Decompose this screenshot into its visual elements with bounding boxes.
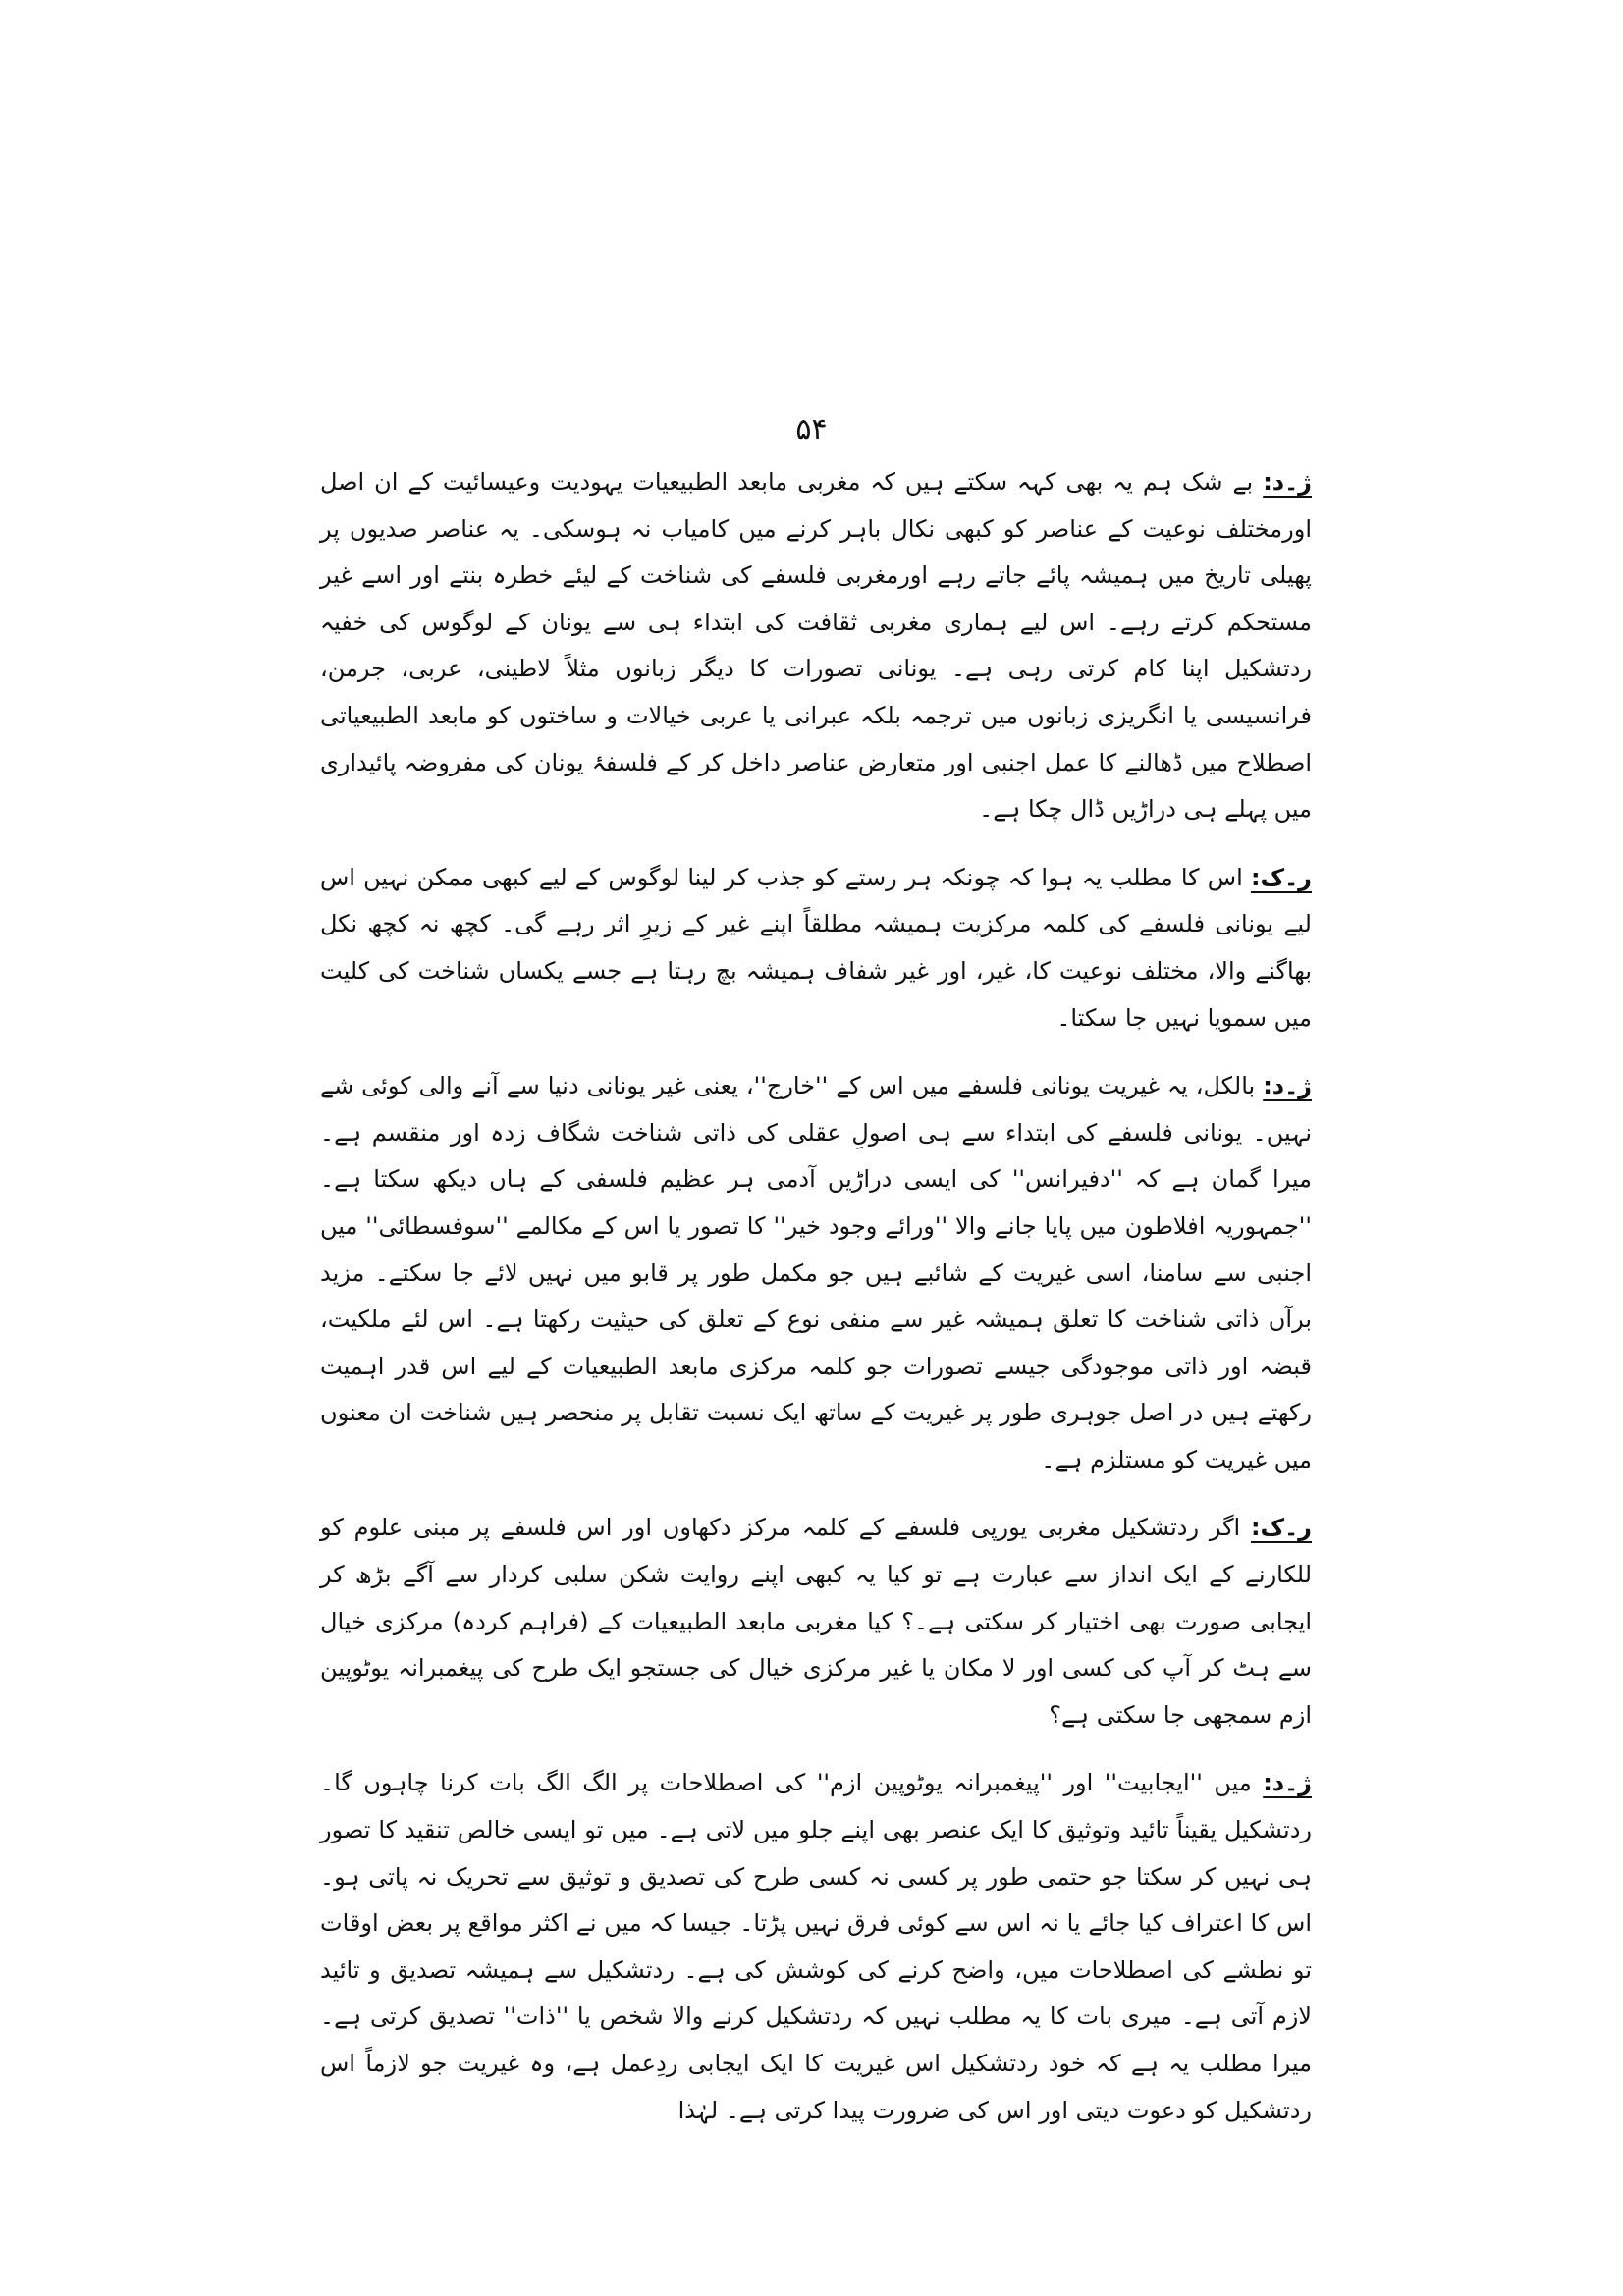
paragraph [320, 1063, 1312, 1483]
paragraph [320, 855, 1312, 1041]
speaker-label: ژ۔د: [1263, 1769, 1312, 1797]
paragraph-text: اگر ردتشکیل مغربی یورپی فلسفے کے کلمہ مرکز دکھاوں اور اس فلسفے پر مبنی علوم کو للکارنے کے ایک انداز سے عبارت ہے تو کیا یہ کبھی اپنے روایت شکن سلبی کردار سے آگے بڑھ کر ایجابی صورت بھی اختیار کر سکتی ہے۔؟ کیا مغربی مابعد الطبیعیات کے (فراہم کردہ) مرکزی خیال سے ہٹ کر آپ کی کسی اور لا مکان یا غیر مرکزی خیال کی جستجو ایک طرح کی پیغمبرانہ یوٹوپین ازم سمجھی جا سکتی ہے؟ [320, 1514, 1312, 1729]
speaker-label: ژ۔د: [1263, 1072, 1312, 1100]
paragraph [320, 1505, 1312, 1738]
speaker-label: ر۔ک: [1250, 1514, 1312, 1542]
speaker-label: ر۔ک: [1250, 863, 1312, 891]
paragraph [320, 459, 1312, 833]
speaker-label: ژ۔د: [1263, 468, 1312, 496]
paragraph-text: میں ''ایجابیت'' اور ''پیغمبرانہ یوٹوپین ازم'' کی اصطلاحات پر الگ الگ بات کرنا چاہوں گا۔ ردتشکیل یقیناً تائید وتوثیق کا ایک عنصر بھی اپنے جلو میں لاتی ہے۔ میں تو ایسی خالص تنقید کا تصور ہی نہیں کر سکتا جو حتمی طور پر کسی نہ کسی طرح کی تصدیق و توثیق سے تحریک نہ پاتی ہو۔ اس کا اعتراف کیا جائے یا نہ اس سے کوئی فرق نہیں پڑتا۔ جیسا کہ میں نے اکثر مواقع پر بعض اوقات تو نطشے کی اصطلاحات میں، واضح کرنے کی کوشش کی ہے۔ ردتشکیل سے ہمیشہ تصدیق و تائید لازم آتی ہے۔ میری بات کا یہ مطلب نہیں کہ ردتشکیل کرنے والا شخص یا ''ذات'' تصدیق کرتی ہے۔ میرا مطلب یہ ہے کہ خود ردتشکیل اس غیریت کا ایک ایجابی ردِعمل ہے، وہ غیریت جو لازماً اس ردتشکیل کو دعوت دیتی اور اس کی ضرورت پیدا کرتی ہے۔ لہٰذا [320, 1769, 1312, 2124]
paragraph-text: اس کا مطلب یہ ہوا کہ چونکہ ہر رستے کو جذب کر لینا لوگوس کے لیے کبھی ممکن نہیں اس لیے یونانی فلسفے کی کلمہ مرکزیت ہمیشہ مطلقاً اپنے غیر کے زیرِ اثر رہے گی۔ کچھ نہ کچھ نکل بھاگنے والا، مختلف نوعیت کا، غیر، اور غیر شفاف ہمیشہ بچ رہتا ہے جسے یکساں شناخت کی کلیت میں سمویا نہیں جا سکتا۔ [320, 863, 1312, 1032]
paragraph-text: بے شک ہم یہ بھی کہہ سکتے ہیں کہ مغربی مابعد الطبیعیات یہودیت وعیسائیت کے ان اصل اورمختلف نوعیت کے عناصر کو کبھی نکال باہر کرنے میں کامیاب نہ ہوسکی۔ یہ عناصر صدیوں پر پھیلی تاریخ میں ہمیشہ پائے جاتے رہے اورمغربی فلسفے کی شناخت کے لیئے خطرہ بنتے اور اسے غیر مستحکم کرتے رہے۔ اس لیے ہماری مغربی ثقافت کی ابتداء ہی سے یونان کے لوگوس کی خفیہ ردتشکیل اپنا کام کرتی رہی ہے۔ یونانی تصورات کا دیگر زبانوں مثلاً لاطینی، عربی، جرمن، فرانسیسی یا انگریزی زبانوں میں ترجمہ بلکہ عبرانی یا عربی خیالات و ساختوں کو مابعد الطبیعیاتی اصطلاح میں ڈھالنے کا عمل اجنبی اور متعارض عناصر داخل کر کے فلسفۂ یونان کی مفروضہ پائیداری میں پہلے ہی دراڑیں ڈال چکا ہے۔ [320, 468, 1312, 824]
page-number: ۵۴ [795, 412, 828, 447]
paragraph-text: بالکل، یہ غیریت یونانی فلسفے میں اس کے ''خارج''، یعنی غیر یونانی دنیا سے آنے والی کوئی شے نہیں۔ یونانی فلسفے کی ابتداء سے ہی اصولِ عقلی کی ذاتی شناخت شگاف زدہ اور منقسم ہے۔ میرا گمان ہے کہ ''دفیرانس'' کی ایسی دراڑیں آدمی ہر عظیم فلسفی کے ہاں دیکھ سکتا ہے۔ ''جمہوریہ افلاطون میں پایا جانے والا ''ورائے وجود خیر'' کا تصور یا اس کے مکالمے ''سوفسطائی'' میں اجنبی سے سامنا، اسی غیریت کے شائبے ہیں جو مکمل طور پر قابو میں نہیں لائے جا سکتے۔ مزید برآں ذاتی شناخت کا تعلق ہمیشہ غیر سے منفی نوع کے تعلق کی حیثیت رکھتا ہے۔ اس لئے ملکیت، قبضہ اور ذاتی موجودگی جیسے تصورات جو کلمہ مرکزی مابعد الطبیعیات کے لیے اس قدر اہمیت رکھتے ہیں در اصل جوہری طور پر غیریت کے ساتھ ایک نسبت تقابل پر منحصر ہیں شناخت ان معنوں میں غیریت کو مستلزم ہے۔ [320, 1072, 1312, 1473]
paragraph [320, 1760, 1312, 2134]
interview-text [320, 459, 1312, 2156]
